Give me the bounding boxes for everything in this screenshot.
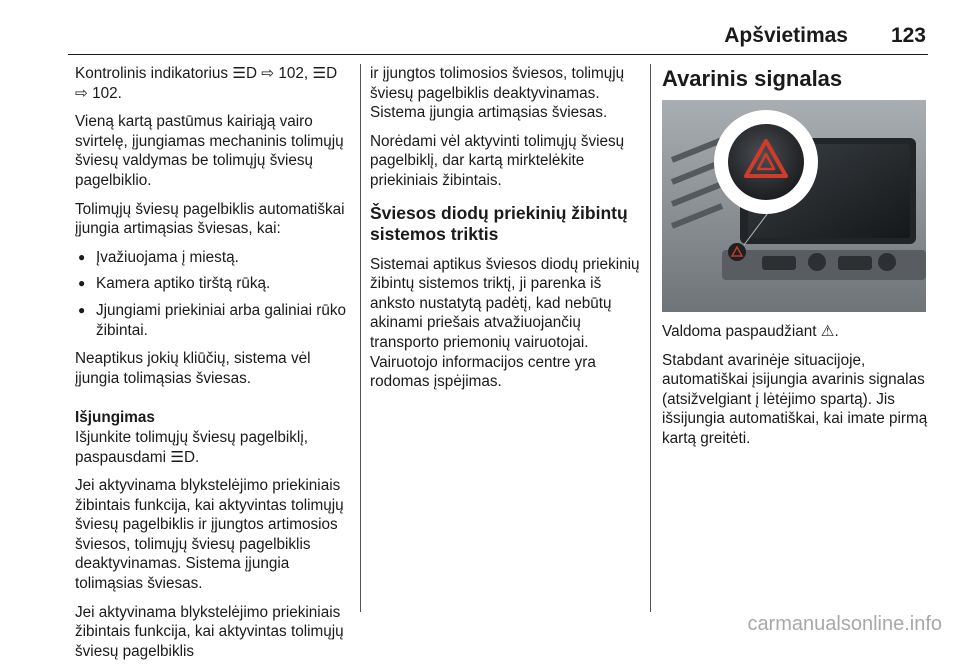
reactivate-assist-paragraph: Norėdami vėl aktyvinti tolimųjų šviesų pagelbiklį, dar kartą mirktelėkite priekiniais žibintais. — [370, 132, 625, 189]
column-2 — [370, 64, 645, 401]
header-rule — [68, 54, 928, 55]
flash-paragraph-1: Jei aktyvinama blykstelėjimo priekiniais žibintais funkcija, kai aktyvintas tolimųjų šviesų pagelbiklis ir įjungtos artimosios šviesos, tolimųjų šviesų pagelbiklis deaktyvinamas. Sistema įjungia tolimąsias šviesas. — [75, 477, 344, 593]
page-header — [68, 18, 928, 58]
column-3 — [662, 64, 932, 458]
hazard-auto-paragraph: Stabdant avarinėje situacijoje, automatiškai įsijungia avarinis signalas (atsižvelgiant į lėtėjimo spartą). Jis išsijungia automatiškai, kai imate pirmą kartą greitėti. — [662, 351, 928, 447]
led-fault-paragraph: Sistemai aptikus šviesos diodų priekinių žibintų sistemos triktį, ji parenka iš anksto nustatytą padėtį, kad nebūtų akinami priešais atvažiuojančių transporto priemonių vairuotojai. Vairuotojo informacijos centre yra rodomas įspėjimas. — [370, 255, 640, 391]
reactivate-paragraph: Neaptikus jokių kliūčių, sistema vėl įjungia tolimąsias šviesas. — [75, 350, 311, 387]
hazard-button-photo — [662, 100, 926, 312]
off-paragraph: Išjunkite tolimųjų šviesų pagelbiklį, paspausdami ☰D. — [75, 428, 308, 466]
indicator-paragraph: Kontrolinis indikatorius ☰D ⇨ 102, ☰D ⇨ 102. — [75, 65, 338, 102]
manual-mode-paragraph: Vieną kartą pastūmus kairiąją vairo svirtelę, įjungiamas mechaninis tolimųjų šviesų valdymas be tolimųjų šviesų pagelbiklio. — [75, 113, 344, 189]
column-divider-1 — [360, 64, 361, 612]
hazard-heading: Avarinis signalas — [662, 66, 843, 91]
subheading-off: Išjungimas — [75, 409, 155, 427]
assist-paragraph: Tolimųjų šviesų pagelbiklis automatiškai įjungia artimąsias šviesas, kai: — [75, 200, 345, 238]
column-divider-2 — [650, 64, 651, 612]
page-number: 123 — [890, 24, 926, 47]
continuation-paragraph: ir įjungtos tolimosios šviesos, tolimųjų šviesų pagelbiklis deaktyvinamas. Sistema įjungia artimąsias šviesas. — [370, 65, 625, 122]
list-item: ● Kamera aptiko tirštą rūką. — [75, 274, 353, 294]
hazard-operate-paragraph: Valdoma paspaudžiant ⚠. — [662, 323, 839, 340]
page-title: Apšvietimas — [724, 24, 848, 47]
conditions-list — [75, 248, 353, 340]
watermark: carmanualsonline.info — [747, 613, 942, 635]
column-1 — [75, 64, 353, 670]
flash-paragraph-2: Jei aktyvinama blykstelėjimo priekiniais žibintais funkcija, kai aktyvintas tolimųjų šviesų pagelbiklis — [75, 603, 344, 660]
led-fault-heading: Šviesos diodų priekinių žibintų sistemos triktis — [370, 202, 628, 244]
list-item: ● Įvažiuojama į miestą. — [75, 248, 353, 268]
list-item: ● Jjungiami priekiniai arba galiniai rūko žibintai. — [75, 301, 353, 340]
